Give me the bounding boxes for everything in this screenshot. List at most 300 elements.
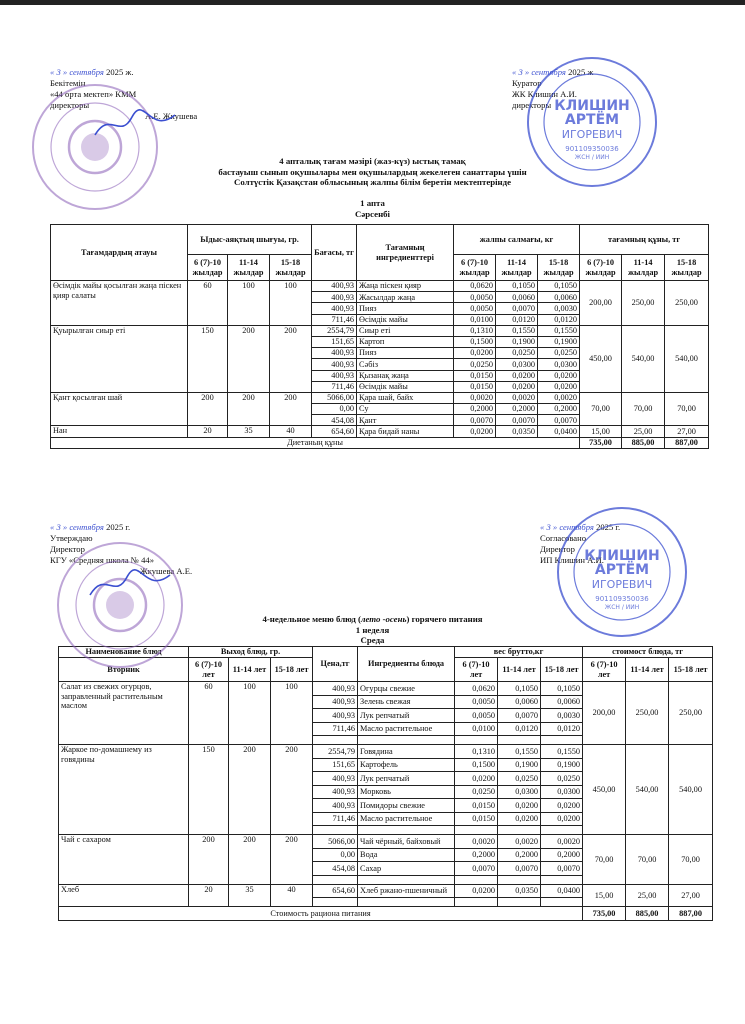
kz-yield-age1: 20 xyxy=(188,426,228,437)
kz-yield-age1: 60 xyxy=(188,281,228,326)
ru-spacer-cell xyxy=(358,875,455,884)
ru-right-agreed: Согласовано xyxy=(540,533,586,543)
kz-gross-age1: 0,1310 xyxy=(454,325,496,336)
kz-col-cost: тағамның құны, тг xyxy=(580,225,709,255)
kz-cost-age3: 250,00 xyxy=(665,281,709,326)
kz-gross-age1: 0,0620 xyxy=(454,281,496,292)
kz-yield-age1: 200 xyxy=(188,392,228,426)
ru-spacer-cell xyxy=(455,875,498,884)
ru-ingredient-price: 400,93 xyxy=(313,682,358,696)
ru-gross-age2: 0,1050 xyxy=(498,682,541,696)
kz-gross-age1: 0,0050 xyxy=(454,292,496,303)
kz-gross-age2: 0,0200 xyxy=(496,370,538,381)
kz-gross-age1: 0,0250 xyxy=(454,359,496,370)
kz-left-year: 2025 ж. xyxy=(106,67,134,77)
ru-col-name: Наименование блюд xyxy=(59,647,189,658)
kz-day-label: Сәрсенбі xyxy=(355,208,390,219)
ru-cost-age3: 70,00 xyxy=(669,835,713,885)
kz-cost-age2: 11-14 жылдар xyxy=(622,255,665,281)
kz-ingredient-price: 2554,79 xyxy=(312,325,357,336)
ru-gross-age2: 0,0350 xyxy=(498,884,541,898)
ip-seal-bottom xyxy=(555,505,690,640)
ru-ingredient-name: Зелень свежая xyxy=(358,695,455,709)
ru-gross-age2: 0,0070 xyxy=(498,862,541,876)
ru-gross-age3: 0,1550 xyxy=(541,745,583,759)
ru-ingredient-price: 2554,79 xyxy=(313,745,358,759)
kz-gross-age2: 0,0060 xyxy=(496,292,538,303)
ip-seal-top xyxy=(525,55,660,190)
ip-seal-iin: 901109350036 xyxy=(565,145,619,153)
ru-yield-age2: 35 xyxy=(229,884,271,907)
ru-spacer-cell xyxy=(455,826,498,835)
ru-ingredient-row xyxy=(59,745,713,759)
ru-gross-age2: 0,0020 xyxy=(498,835,541,849)
ip-seal-name3-bottom: ИГОРЕВИЧ xyxy=(591,578,653,591)
signature-director-top xyxy=(90,105,180,145)
ru-yield-age2: 100 xyxy=(229,682,271,745)
ru-gross-age3: 0,0030 xyxy=(541,709,583,723)
kz-gross-age3: 0,0400 xyxy=(538,426,580,437)
ru-yield-age3: 200 xyxy=(271,745,313,835)
kz-cost-age1: 450,00 xyxy=(580,325,622,392)
ru-gross-age3: 0,0250 xyxy=(541,772,583,786)
kz-ingredient-price: 400,93 xyxy=(312,281,357,292)
kz-ingredient-name: Картоп xyxy=(357,336,454,347)
ru-gross-age2: 0,0120 xyxy=(498,722,541,736)
ip-seal-iin-label-bottom: ЖСН / ИИН xyxy=(604,604,640,611)
kz-col-gross: жалпы салмағы, кг xyxy=(454,225,580,255)
ru-gross-age1: 0,0200 xyxy=(455,884,498,898)
kz-gross-age3: 0,1050 xyxy=(538,281,580,292)
ru-ingredient-row xyxy=(59,682,713,696)
kz-col-name: Тағамдардың атауы xyxy=(51,225,188,281)
ru-gross-age1: 0,1500 xyxy=(455,758,498,772)
kz-title-line1: 4 апталық тағам мәзірі (жаз-күз) ыстық тамақ xyxy=(279,156,466,166)
ru-col-price: Цена,тг xyxy=(313,647,358,682)
kz-ingredient-name: Жаңа піскен қияр xyxy=(357,281,454,292)
kz-col-ingr: Тағамның ингредиенттері xyxy=(357,225,454,281)
ru-ingredient-name: Морковь xyxy=(358,785,455,799)
kz-gross-age3: 0,2000 xyxy=(538,404,580,415)
ru-ingredient-name: Огурцы свежие xyxy=(358,682,455,696)
kz-cost-age2: 540,00 xyxy=(622,325,665,392)
ip-seal-name1-bottom: КЛИШИН xyxy=(584,548,660,564)
kz-ingredient-row xyxy=(51,325,709,336)
kz-cost-age2: 250,00 xyxy=(622,281,665,326)
kz-menu-table xyxy=(50,224,709,449)
kz-total-age3: 887,00 xyxy=(665,437,709,448)
kz-total-age2: 885,00 xyxy=(622,437,665,448)
ru-gross-age1: 6 (7)-10 лет xyxy=(455,658,498,682)
signature-director-bottom xyxy=(85,565,175,605)
ru-gross-age3: 0,0070 xyxy=(541,862,583,876)
ru-spacer-cell xyxy=(541,875,583,884)
kz-gross-age2: 0,1900 xyxy=(496,336,538,347)
ru-cost-age3: 540,00 xyxy=(669,745,713,835)
ru-cost-age1: 6 (7)-10 лет xyxy=(583,658,626,682)
ru-yield-age1: 6 (7)-10 лет xyxy=(189,658,229,682)
kz-yield-age2: 11-14 жылдар xyxy=(228,255,270,281)
ru-ingredient-name: Вода xyxy=(358,848,455,862)
ru-ingredient-name: Масло растительное xyxy=(358,812,455,826)
ru-gross-age1: 0,0100 xyxy=(455,722,498,736)
ru-cost-age2: 70,00 xyxy=(626,835,669,885)
kz-right-date: « 3 » сентября xyxy=(512,67,566,77)
ip-seal-name3: ИГОРЕВИЧ xyxy=(561,128,623,141)
ru-gross-age2: 0,0060 xyxy=(498,695,541,709)
ru-title-season: лето -осень xyxy=(360,614,407,624)
ru-dish-name: Хлеб xyxy=(59,884,189,907)
kz-gross-age1: 0,2000 xyxy=(454,404,496,415)
ru-ingredient-name: Говядина xyxy=(358,745,455,759)
kz-gross-age1: 0,0150 xyxy=(454,370,496,381)
kz-cost-age1: 200,00 xyxy=(580,281,622,326)
kz-ingredient-name: Қара бидай наны xyxy=(357,426,454,437)
kz-gross-age1: 0,0070 xyxy=(454,415,496,426)
ru-gross-age3: 0,0200 xyxy=(541,799,583,813)
ru-ingredient-price: 400,93 xyxy=(313,695,358,709)
kz-ingredient-name: Жасылдар жаңа xyxy=(357,292,454,303)
ru-spacer-cell xyxy=(358,898,455,907)
ru-left-year: 2025 г. xyxy=(106,522,131,532)
kz-ingredient-price: 400,93 xyxy=(312,348,357,359)
kz-ingredient-row xyxy=(51,426,709,437)
ru-total-row xyxy=(59,907,713,921)
kz-gross-age3: 0,0120 xyxy=(538,314,580,325)
ru-spacer-cell xyxy=(455,898,498,907)
ru-cost-age1: 15,00 xyxy=(583,884,626,907)
ru-cost-age1: 450,00 xyxy=(583,745,626,835)
ru-spacer-cell xyxy=(498,875,541,884)
school-seal-bottom xyxy=(55,540,185,670)
ru-ingredient-row xyxy=(59,884,713,898)
kz-left-approve: Бекітемін xyxy=(50,78,86,88)
ru-gross-age3: 0,0200 xyxy=(541,812,583,826)
ru-gross-age3: 0,0120 xyxy=(541,722,583,736)
ru-gross-age1: 0,0200 xyxy=(455,772,498,786)
kz-gross-age3: 0,0020 xyxy=(538,392,580,403)
ru-cost-age2: 540,00 xyxy=(626,745,669,835)
kz-gross-age2: 0,2000 xyxy=(496,404,538,415)
ru-ingredient-name: Масло растительное xyxy=(358,722,455,736)
ru-gross-age1: 0,0250 xyxy=(455,785,498,799)
ru-col-gross: вес брутто,кг xyxy=(455,647,583,658)
ru-spacer-cell xyxy=(313,898,358,907)
kz-ingredient-price: 400,93 xyxy=(312,303,357,314)
kz-title-line2: бастауыш сынып оқушылары мен оқушылардың жекелеген санаттары үшін xyxy=(218,166,527,177)
ru-spacer-cell xyxy=(313,826,358,835)
kz-gross-age3: 0,1550 xyxy=(538,325,580,336)
kz-title-line3: Солтүстік Қазақстан облысының жалпы білім беретін мектептерінде xyxy=(234,177,511,187)
kz-gross-age3: 0,0030 xyxy=(538,303,580,314)
ru-gross-age1: 0,0020 xyxy=(455,835,498,849)
ru-spacer-cell xyxy=(313,875,358,884)
ru-ingredient-row xyxy=(59,835,713,849)
ru-ingredient-price: 400,93 xyxy=(313,785,358,799)
ru-right-date: « 3 » сентября xyxy=(540,522,594,532)
kz-gross-age3: 0,0200 xyxy=(538,381,580,392)
ru-gross-age2: 0,1550 xyxy=(498,745,541,759)
ru-ingredient-price: 654,60 xyxy=(313,884,358,898)
ru-gross-age1: 0,0050 xyxy=(455,709,498,723)
ru-ingredient-name: Картофель xyxy=(358,758,455,772)
kz-gross-age1: 0,1500 xyxy=(454,336,496,347)
kz-gross-age2: 0,0070 xyxy=(496,415,538,426)
ru-gross-age1: 0,0150 xyxy=(455,812,498,826)
ru-gross-age2: 0,1900 xyxy=(498,758,541,772)
kz-gross-age2: 0,1050 xyxy=(496,281,538,292)
ru-gross-age3: 0,1050 xyxy=(541,682,583,696)
kz-col-price: Бағасы, тг xyxy=(312,225,357,281)
kz-left-position: директоры xyxy=(50,100,90,110)
ru-yield-age2: 11-14 лет xyxy=(229,658,271,682)
ru-yield-age1: 150 xyxy=(189,745,229,835)
school-seal-top xyxy=(30,82,160,212)
kz-gross-age2: 0,0070 xyxy=(496,303,538,314)
ru-day-label: Среда xyxy=(360,635,385,645)
kz-gross-age3: 0,0250 xyxy=(538,348,580,359)
kz-gross-age1: 0,0050 xyxy=(454,303,496,314)
kz-cost-age2: 70,00 xyxy=(622,392,665,426)
ru-ingredient-price: 0,00 xyxy=(313,848,358,862)
ru-ingredient-name: Лук репчатый xyxy=(358,709,455,723)
ru-col-cost: стоимост блюда, тг xyxy=(583,647,713,658)
kz-cost-age1: 70,00 xyxy=(580,392,622,426)
ru-left-name: Жкушева А.Е. xyxy=(140,566,193,576)
ru-yield-age2: 200 xyxy=(229,835,271,885)
ru-gross-age3: 0,0400 xyxy=(541,884,583,898)
ru-gross-age1: 0,2000 xyxy=(455,848,498,862)
kz-week-label: 1 апта xyxy=(360,198,385,208)
ru-col-ingr: Ингредиенты блюда xyxy=(358,647,455,682)
kz-yield-age2: 200 xyxy=(228,325,270,392)
kz-gross-age2: 0,0200 xyxy=(496,381,538,392)
ru-spacer-cell xyxy=(358,736,455,745)
kz-ingredient-price: 5066,00 xyxy=(312,392,357,403)
ru-spacer-cell xyxy=(541,898,583,907)
kz-ingredient-row xyxy=(51,392,709,403)
kz-gross-age3: 0,0200 xyxy=(538,370,580,381)
ru-gross-age3: 0,1900 xyxy=(541,758,583,772)
kz-ingredient-name: Өсімдік майы xyxy=(357,314,454,325)
kz-ingredient-price: 400,93 xyxy=(312,292,357,303)
kz-ingredient-name: Су xyxy=(357,404,454,415)
ru-right-position: Директор xyxy=(540,544,575,554)
ru-total-age1: 735,00 xyxy=(583,907,626,921)
kz-ingredient-price: 654,60 xyxy=(312,426,357,437)
ru-col-day: Вторник xyxy=(59,658,189,682)
ip-seal-name1: КЛИШИН xyxy=(554,98,630,114)
kz-dish-name: Өсімдік майы қосылған жаңа піскен қияр салаты xyxy=(51,281,188,326)
kz-gross-age3: 0,0300 xyxy=(538,359,580,370)
ru-yield-age3: 15-18 лет xyxy=(271,658,313,682)
ru-right-year: 2025 г. xyxy=(596,522,621,532)
ru-gross-age3: 0,2000 xyxy=(541,848,583,862)
kz-cost-age1: 15,00 xyxy=(580,426,622,437)
ru-spacer-cell xyxy=(541,736,583,745)
ru-ingredient-price: 400,93 xyxy=(313,799,358,813)
ru-dish-name: Салат из свежих огурцов, заправленный растительным маслом xyxy=(59,682,189,745)
kz-cost-age2: 25,00 xyxy=(622,426,665,437)
kz-ingredient-price: 0,00 xyxy=(312,404,357,415)
ip-seal-name2: АРТЁМ xyxy=(564,112,620,128)
ru-ingredient-name: Хлеб ржано-пшеничный xyxy=(358,884,455,898)
ru-ingredient-name: Сахар xyxy=(358,862,455,876)
ru-gross-age2: 0,0300 xyxy=(498,785,541,799)
kz-ingredient-price: 400,93 xyxy=(312,359,357,370)
ip-seal-iin-label: ЖСН / ИИН xyxy=(574,154,610,161)
ru-spacer-cell xyxy=(313,736,358,745)
ru-ingredient-price: 5066,00 xyxy=(313,835,358,849)
ru-menu-table xyxy=(58,646,713,921)
ru-yield-age3: 40 xyxy=(271,884,313,907)
ru-total-age3: 887,00 xyxy=(669,907,713,921)
scan-edge xyxy=(0,0,745,5)
ru-ingredient-name: Чай чёрный, байховый xyxy=(358,835,455,849)
kz-left-name: А.Е. Жкушева xyxy=(145,111,198,121)
ru-cost-age2: 11-14 лет xyxy=(626,658,669,682)
kz-gross-age1: 0,0200 xyxy=(454,426,496,437)
ru-spacer-cell xyxy=(541,826,583,835)
ru-ingredient-price: 151,65 xyxy=(313,758,358,772)
ru-week-label: 1 неделя xyxy=(355,624,390,635)
kz-total-row xyxy=(51,437,709,448)
ru-gross-age2: 0,0200 xyxy=(498,812,541,826)
ru-cost-age2: 250,00 xyxy=(626,682,669,745)
ru-spacer-cell xyxy=(498,826,541,835)
ru-dish-name: Чай с сахаром xyxy=(59,835,189,885)
kz-gross-age1: 0,0150 xyxy=(454,381,496,392)
kz-yield-age1: 150 xyxy=(188,325,228,392)
ru-gross-age2: 11-14 лет xyxy=(498,658,541,682)
kz-ingredient-row xyxy=(51,281,709,292)
kz-cost-age1: 6 (7)-10 жылдар xyxy=(580,255,622,281)
ru-ingredient-price: 711,46 xyxy=(313,812,358,826)
kz-dish-name: Нан xyxy=(51,426,188,437)
kz-cost-age3: 27,00 xyxy=(665,426,709,437)
ru-yield-age3: 200 xyxy=(271,835,313,885)
kz-dish-name: Қант қосылған шай xyxy=(51,392,188,426)
kz-ingredient-price: 711,46 xyxy=(312,314,357,325)
ru-cost-age3: 27,00 xyxy=(669,884,713,907)
ru-yield-age1: 200 xyxy=(189,835,229,885)
kz-ingredient-name: Пияз xyxy=(357,348,454,359)
kz-ingredient-price: 151,65 xyxy=(312,336,357,347)
ru-ingredient-price: 711,46 xyxy=(313,722,358,736)
kz-ingredient-price: 454,08 xyxy=(312,415,357,426)
kz-gross-age2: 0,0350 xyxy=(496,426,538,437)
kz-gross-age2: 11-14 жылдар xyxy=(496,255,538,281)
kz-ingredient-price: 711,46 xyxy=(312,381,357,392)
kz-cost-age3: 15-18 жылдар xyxy=(665,255,709,281)
kz-gross-age2: 0,0250 xyxy=(496,348,538,359)
ru-title-a: 4-недельное меню блюд ( xyxy=(262,614,361,624)
kz-left-org: «44 орта мектеп» КММ xyxy=(50,89,137,99)
kz-ingredient-name: Өсімдік майы xyxy=(357,381,454,392)
kz-ingredient-name: Қант xyxy=(357,415,454,426)
ru-cost-age3: 250,00 xyxy=(669,682,713,745)
kz-gross-age3: 15-18 жылдар xyxy=(538,255,580,281)
ru-yield-age3: 100 xyxy=(271,682,313,745)
kz-ingredient-name: Сиыр еті xyxy=(357,325,454,336)
ru-spacer-cell xyxy=(498,898,541,907)
ru-ingredient-price: 454,08 xyxy=(313,862,358,876)
kz-ingredient-name: Сәбіз xyxy=(357,359,454,370)
ru-gross-age2: 0,0200 xyxy=(498,799,541,813)
ru-spacer-cell xyxy=(358,826,455,835)
ru-cost-age1: 70,00 xyxy=(583,835,626,885)
kz-gross-age1: 6 (7)-10 жылдар xyxy=(454,255,496,281)
ru-ingredient-price: 400,93 xyxy=(313,772,358,786)
kz-right-ip: ЖК Клишин А.И. xyxy=(512,89,577,99)
ip-seal-name2-bottom: АРТЁМ xyxy=(594,562,650,578)
ru-gross-age3: 15-18 лет xyxy=(541,658,583,682)
ru-gross-age3: 0,0060 xyxy=(541,695,583,709)
kz-yield-age1: 6 (7)-10 жылдар xyxy=(188,255,228,281)
ru-menu-body xyxy=(59,682,713,921)
kz-gross-age3: 0,0060 xyxy=(538,292,580,303)
ru-yield-age2: 200 xyxy=(229,745,271,835)
ru-title-c: ) горячего питания xyxy=(406,614,483,624)
ru-yield-age1: 20 xyxy=(189,884,229,907)
kz-cost-age3: 540,00 xyxy=(665,325,709,392)
kz-ingredient-name: Пияз xyxy=(357,303,454,314)
ru-gross-age1: 0,0050 xyxy=(455,695,498,709)
ru-col-yield: Выход блюд, гр. xyxy=(189,647,313,658)
kz-right-curator: Куратор xyxy=(512,78,542,88)
ru-left-org: КГУ «Средняя школа № 44» xyxy=(50,555,155,565)
ru-ingredient-name: Лук репчатый xyxy=(358,772,455,786)
ru-cost-age3: 15-18 лет xyxy=(669,658,713,682)
ru-gross-age1: 0,1310 xyxy=(455,745,498,759)
ru-ingredient-price: 400,93 xyxy=(313,709,358,723)
ru-spacer-cell xyxy=(455,736,498,745)
kz-right-position: директоры xyxy=(512,100,552,110)
kz-yield-age3: 200 xyxy=(270,325,312,392)
ru-gross-age1: 0,0620 xyxy=(455,682,498,696)
kz-gross-age1: 0,0200 xyxy=(454,348,496,359)
ru-total-age2: 885,00 xyxy=(626,907,669,921)
ru-gross-age2: 0,2000 xyxy=(498,848,541,862)
kz-gross-age2: 0,0120 xyxy=(496,314,538,325)
kz-total-age1: 735,00 xyxy=(580,437,622,448)
ru-gross-age1: 0,0070 xyxy=(455,862,498,876)
kz-yield-age2: 200 xyxy=(228,392,270,426)
kz-yield-age2: 100 xyxy=(228,281,270,326)
ru-spacer-cell xyxy=(498,736,541,745)
kz-gross-age3: 0,0070 xyxy=(538,415,580,426)
kz-gross-age2: 0,1550 xyxy=(496,325,538,336)
ru-gross-age2: 0,0250 xyxy=(498,772,541,786)
kz-yield-age3: 40 xyxy=(270,426,312,437)
kz-yield-age2: 35 xyxy=(228,426,270,437)
ru-yield-age1: 60 xyxy=(189,682,229,745)
kz-right-year: 2025 ж xyxy=(568,67,594,77)
ru-gross-age3: 0,0020 xyxy=(541,835,583,849)
kz-ingredient-name: Қызанақ жаңа xyxy=(357,370,454,381)
kz-left-date: « 3 » сентября xyxy=(50,67,104,77)
kz-yield-age3: 15-18 жылдар xyxy=(270,255,312,281)
ru-left-date: « 3 » сентября xyxy=(50,522,104,532)
kz-ingredient-name: Қара шай, байх xyxy=(357,392,454,403)
kz-ingredient-price: 400,93 xyxy=(312,370,357,381)
ru-gross-age2: 0,0070 xyxy=(498,709,541,723)
kz-col-yield: Ыдыс-аяқтың шығуы, гр. xyxy=(188,225,312,255)
kz-gross-age3: 0,1900 xyxy=(538,336,580,347)
ru-dish-name: Жаркое по-домашнему из говядины xyxy=(59,745,189,835)
kz-menu-body xyxy=(51,281,709,449)
ru-gross-age1: 0,0150 xyxy=(455,799,498,813)
